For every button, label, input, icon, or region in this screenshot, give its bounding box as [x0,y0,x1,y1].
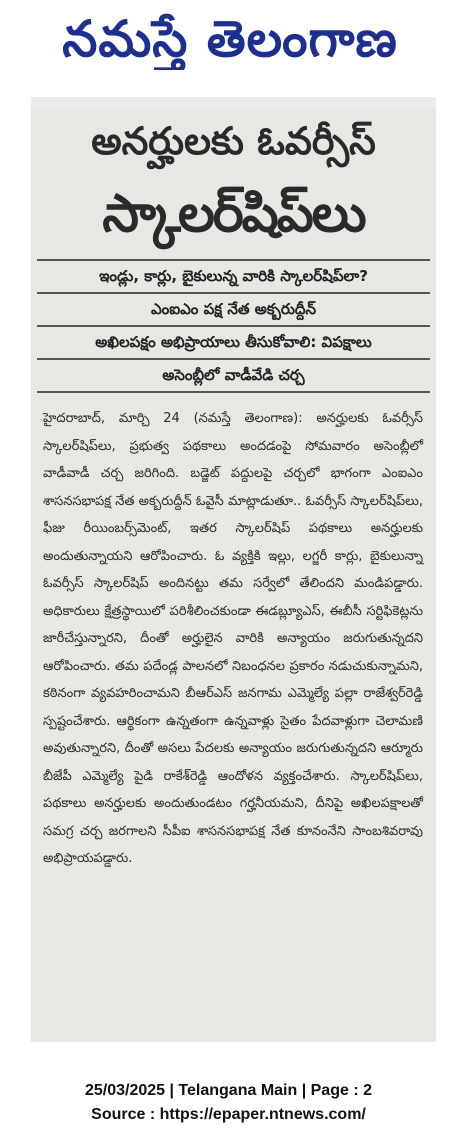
headline-line-2: స్కాలర్‌షిప్‌లు [102,184,365,244]
divider [37,325,430,327]
divider [37,391,430,393]
subheadline-4: అసెంబ్లీలో వాడీవేడి చర్చ [162,366,305,384]
footer-source: Source : https://epaper.ntnews.com/ [91,1106,366,1123]
subheadline-1: ఇండ్లు, కార్లు, బైకులున్న వారికి స్కాలర్‌షిప్‌లా? [99,267,368,285]
divider [37,259,430,261]
article-body: హైదరాబాద్, మార్చి 24 (నమస్తే తెలంగాణ): అనర్హులకు ఓవర్సీస్ స్కాలర్‌షిప్‌లు, ప్రభుత్వ పథకాలు అందడంపై సోమవారం అసెంబ్లీలో వాడీవాడీ చర్చ జరిగింది. బడ్జెట్ పద్దులపై చర్చలో భాగంగా ఎంఐఎం శాసనసభాపక్ష నేత అక్బరుద్దీన్ ఓవైసీ మాట్లాడుతూ.. ఓవర్సీస్ స్కాలర్‌షిప్‌లు, ఫీజు రీయింబర్స్‌మెంట్, ఇతర స్కాలర్‌షిప్ పథకాలు అనర్హులకు అందుతున్నాయని ఆరోపించారు. ఓ వ్యక్తికి ఇల్లు, లగ్జరీ కార్లు, బైకులున్నా ఓవర్సీస్ స్కాలర్‌షిప్ అందినట్టు తమ సర్వేలో తేలిందని మండిపడ్డారు. అధికారులు క్షేత్రస్థాయిలో పరిశీలించకుండా ఈడబ్ల్యూఎస్, ఈబీసీ సర్టిఫికెట్లను జారీచేస్తున్నారని, దీంతో అర్హులైన వారికి అన్యాయం జరుగుతున్నదని ఆరోపించారు. తమ పదేండ్ల పాలనలో నిబంధనల ప్రకారం నడుచుకున్నామని, కఠినంగా వ్యవహరించామని బీఆర్‌ఎస్ జనగామ ఎమ్మెల్యే పల్లా రాజేశ్వర్‌రెడ్డి స్పష్టంచేశారు. ఆర్థికంగా ఉన్నతంగా ఉన్నవాళ్లు సైతం పేదవాళ్లుగా చెలామణి అవుతున్నారని, దీంతో అసలు పేదలకు అన్యాయం జరుగుతున్నదని ఆర్మూరు బీజేపీ ఎమ్మెల్యే పైడి రాకేశ్‌రెడ్డి ఆందోళన వ్యక్తంచేశారు. స్కాలర్‌షిప్‌లు, పథకాలు అనర్హులకు అందుతుండటం గర్హనీయమని, దీనిపై అఖిలపక్షాలతో సమగ్ర చర్చ జరగాలని సీపీఐ శాసనసభాపక్ష నేత కూనంనేని సాంబశివరావు అభిప్రాయపడ్డారు. [43,411,423,866]
footer-date-edition: 25/03/2025 | Telangana Main | Page : 2 [84,1082,372,1099]
clipping-top-strip [31,97,436,107]
masthead [0,0,457,78]
subheadline-2: ఎంఐఎం పక్ష నేత అక్బరుద్దీన్ [150,300,317,318]
subheadline-3: అఖిలపక్షం అభిప్రాయాలు తీసుకోవాలి: విపక్షాలు [95,333,372,351]
divider [37,358,430,360]
headline-line-1: అనర్హులకు ఓవర్సీస్ [91,119,376,163]
article-clipping [31,97,436,1042]
newspaper-logo: నమస్తే తెలంగాణ [62,10,398,68]
divider [37,292,430,294]
